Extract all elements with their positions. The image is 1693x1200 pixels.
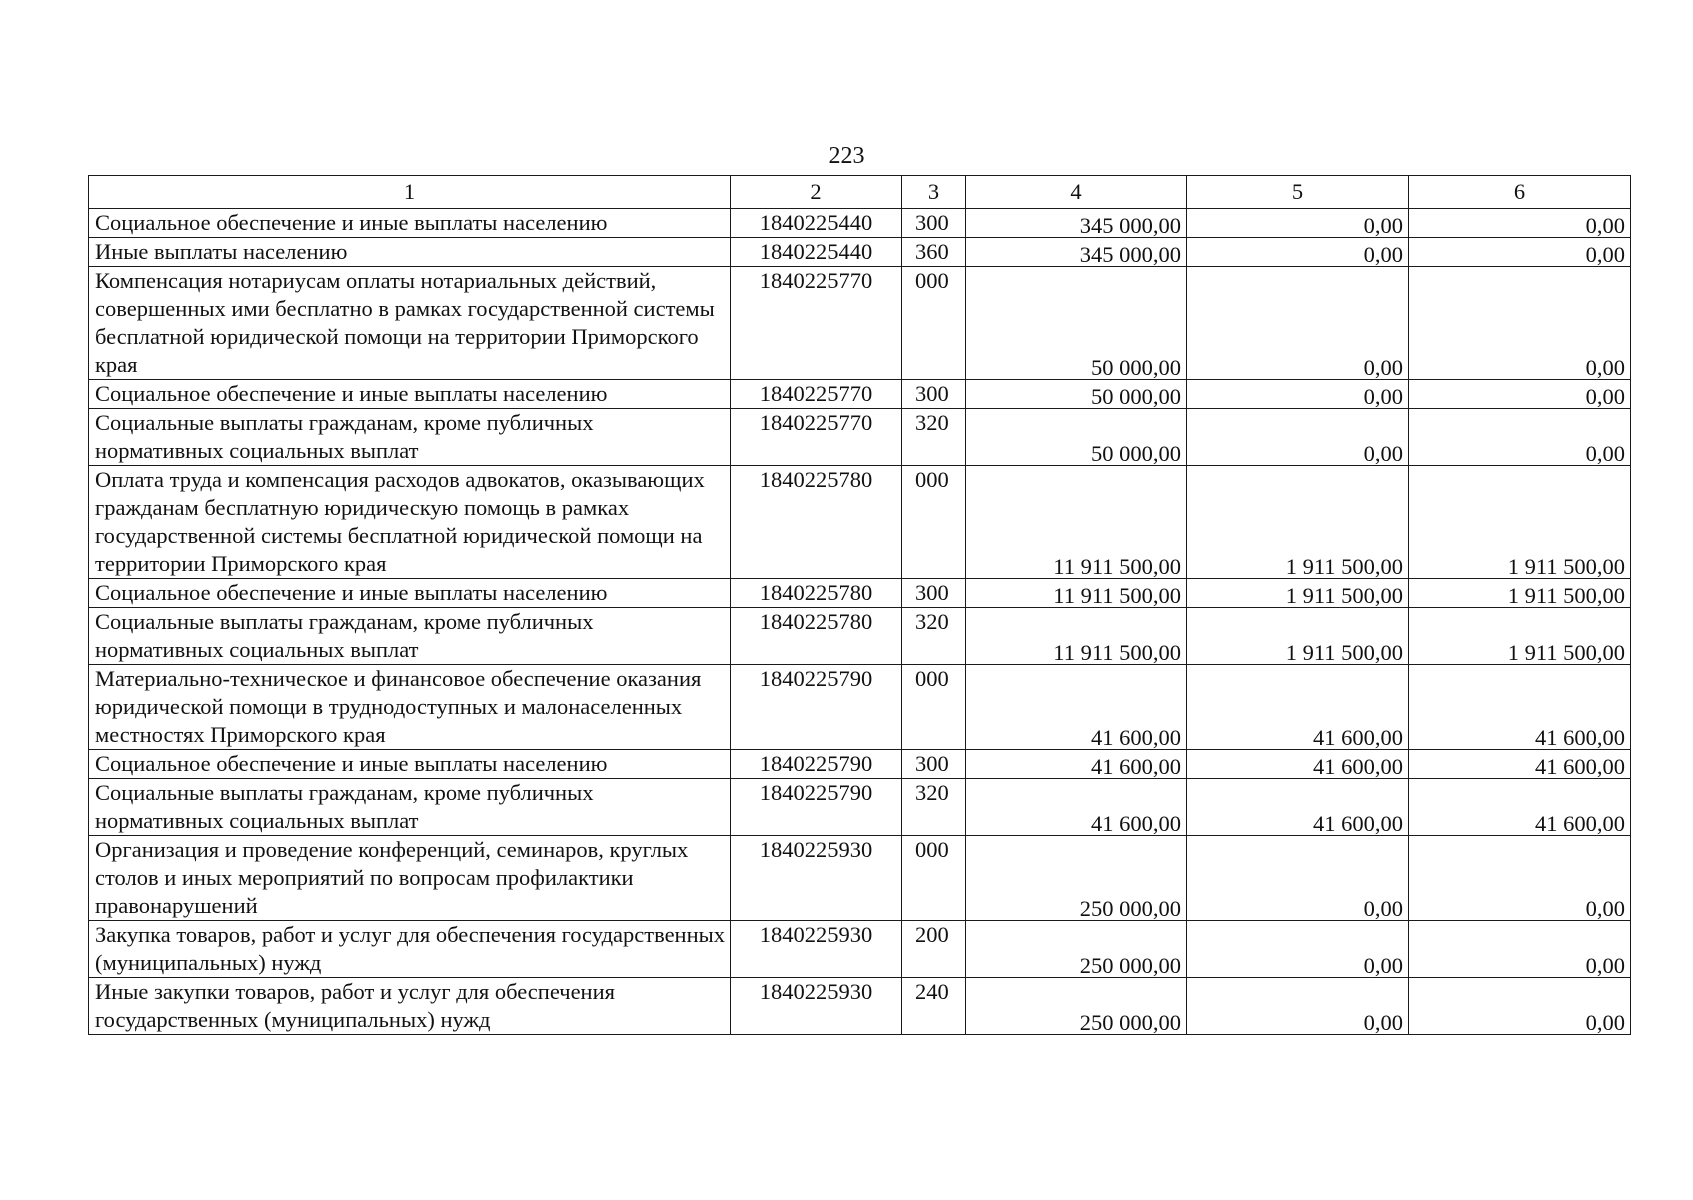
row-expense-type-cell: 000 [902,836,966,921]
row-code-cell: 1840225790 [731,750,902,779]
row-amount-col4-cell [966,579,1187,608]
amount-value: 50 000,00 [1091,384,1181,409]
row-code-cell: 1840225790 [731,665,902,750]
row-code-cell: 1840225780 [731,608,902,665]
row-amount-col4-cell [966,978,1187,1035]
row-expense-type-cell: 200 [902,921,966,978]
table-row [89,267,1631,380]
column-header-3: 3 [902,176,966,209]
amount-value: 41 600,00 [1313,725,1403,750]
row-amount-col5-cell [1187,921,1409,978]
table-row [89,978,1631,1035]
amount-value: 0,00 [1585,441,1625,466]
column-header-1: 1 [89,176,731,209]
amount-value: 0,00 [1363,355,1403,380]
amount-value: 1 911 500,00 [1285,583,1403,608]
amount-value: 41 600,00 [1091,811,1181,836]
row-amount-col6-cell [1409,750,1631,779]
table-row [89,836,1631,921]
amount-value: 50 000,00 [1091,355,1181,380]
amount-value: 41 600,00 [1535,725,1625,750]
row-code-cell: 1840225770 [731,409,902,466]
row-code-cell: 1840225780 [731,466,902,579]
table-row [89,608,1631,665]
amount-value: 0,00 [1363,441,1403,466]
table-row [89,750,1631,779]
amount-value: 0,00 [1363,953,1403,978]
amount-value: 0,00 [1363,213,1403,238]
row-name-cell: Социальное обеспечение и иные выплаты населению [89,579,731,608]
row-amount-col4-cell [966,380,1187,409]
amount-value: 0,00 [1363,242,1403,267]
row-amount-col5-cell [1187,750,1409,779]
row-expense-type-cell: 000 [902,665,966,750]
table-row [89,921,1631,978]
row-amount-col4-cell [966,238,1187,267]
column-header-5: 5 [1187,176,1409,209]
amount-value: 0,00 [1585,953,1625,978]
row-name-cell: Социальные выплаты гражданам, кроме публичных нормативных социальных выплат [89,779,731,836]
amount-value: 1 911 500,00 [1507,583,1625,608]
amount-value: 0,00 [1585,1010,1625,1035]
table-row [89,209,1631,238]
row-amount-col5-cell [1187,608,1409,665]
amount-value: 250 000,00 [1079,1010,1181,1035]
row-amount-col5-cell [1187,665,1409,750]
row-amount-col6-cell [1409,380,1631,409]
row-amount-col4-cell [966,921,1187,978]
row-code-cell: 1840225770 [731,267,902,380]
column-header-6: 6 [1409,176,1631,209]
amount-value: 0,00 [1585,355,1625,380]
amount-value: 0,00 [1585,384,1625,409]
row-code-cell: 1840225440 [731,209,902,238]
row-expense-type-cell: 000 [902,267,966,380]
row-amount-col5-cell [1187,409,1409,466]
row-expense-type-cell: 300 [902,380,966,409]
header-row [89,176,1631,209]
row-name-cell: Социальное обеспечение и иные выплаты населению [89,380,731,409]
row-amount-col5-cell [1187,779,1409,836]
row-name-cell: Закупка товаров, работ и услуг для обеспечения государственных (муниципальных) нужд [89,921,731,978]
row-amount-col4-cell [966,267,1187,380]
row-amount-col4-cell [966,608,1187,665]
row-name-cell: Организация и проведение конференций, семинаров, круглых столов и иных мероприятий по вопросам профилактики правонарушений [89,836,731,921]
row-name-cell: Оплата труда и компенсация расходов адвокатов, оказывающих гражданам бесплатную юридическую помощь в рамках государственной системы бесплатной юридической помощи на территории Приморского края [89,466,731,579]
table-row [89,238,1631,267]
amount-value: 1 911 500,00 [1285,554,1403,579]
row-name-cell: Социальные выплаты гражданам, кроме публичных нормативных социальных выплат [89,608,731,665]
row-name-cell: Социальное обеспечение и иные выплаты населению [89,209,731,238]
row-amount-col6-cell [1409,836,1631,921]
row-name-cell: Социальные выплаты гражданам, кроме публичных нормативных социальных выплат [89,409,731,466]
row-code-cell: 1840225930 [731,921,902,978]
amount-value: 345 000,00 [1079,242,1181,267]
row-amount-col4-cell [966,750,1187,779]
amount-value: 0,00 [1363,896,1403,921]
row-amount-col6-cell [1409,665,1631,750]
row-amount-col6-cell [1409,978,1631,1035]
table-row [89,779,1631,836]
row-code-cell: 1840225930 [731,978,902,1035]
amount-value: 0,00 [1585,896,1625,921]
amount-value: 41 600,00 [1535,754,1625,779]
amount-value: 0,00 [1585,242,1625,267]
amount-value: 41 600,00 [1313,811,1403,836]
row-expense-type-cell: 360 [902,238,966,267]
row-amount-col5-cell [1187,579,1409,608]
row-amount-col4-cell [966,836,1187,921]
row-amount-col6-cell [1409,579,1631,608]
row-expense-type-cell: 320 [902,409,966,466]
amount-value: 345 000,00 [1079,213,1181,238]
table-row [89,380,1631,409]
row-amount-col6-cell [1409,267,1631,380]
table-row [89,466,1631,579]
row-amount-col5-cell [1187,380,1409,409]
row-expense-type-cell: 240 [902,978,966,1035]
row-expense-type-cell: 320 [902,779,966,836]
amount-value: 41 600,00 [1535,811,1625,836]
amount-value: 11 911 500,00 [1053,583,1181,608]
row-amount-col4-cell [966,409,1187,466]
row-amount-col6-cell [1409,779,1631,836]
row-amount-col4-cell [966,466,1187,579]
column-header-2: 2 [731,176,902,209]
amount-value: 0,00 [1585,213,1625,238]
row-code-cell: 1840225780 [731,579,902,608]
amount-value: 11 911 500,00 [1053,554,1181,579]
row-name-cell: Социальное обеспечение и иные выплаты населению [89,750,731,779]
row-name-cell: Материально-техническое и финансовое обеспечение оказания юридической помощи в труднодоступных и малонаселенных местностях Приморского края [89,665,731,750]
row-amount-col6-cell [1409,238,1631,267]
row-expense-type-cell: 300 [902,579,966,608]
row-amount-col5-cell [1187,978,1409,1035]
row-amount-col6-cell [1409,608,1631,665]
page-number: 223 [828,143,865,169]
amount-value: 41 600,00 [1091,725,1181,750]
row-amount-col6-cell [1409,466,1631,579]
row-amount-col4-cell [966,665,1187,750]
budget-table [88,175,1631,1035]
row-name-cell: Иные закупки товаров, работ и услуг для обеспечения государственных (муниципальных) нужд [89,978,731,1035]
row-amount-col5-cell [1187,466,1409,579]
row-name-cell: Иные выплаты населению [89,238,731,267]
amount-value: 41 600,00 [1091,754,1181,779]
row-amount-col4-cell [966,779,1187,836]
row-code-cell: 1840225790 [731,779,902,836]
table-row [89,665,1631,750]
amount-value: 41 600,00 [1313,754,1403,779]
row-code-cell: 1840225930 [731,836,902,921]
amount-value: 0,00 [1363,1010,1403,1035]
row-amount-col5-cell [1187,836,1409,921]
amount-value: 250 000,00 [1079,953,1181,978]
row-amount-col6-cell [1409,921,1631,978]
column-header-4: 4 [966,176,1187,209]
table-row [89,409,1631,466]
row-amount-col6-cell [1409,409,1631,466]
row-expense-type-cell: 300 [902,750,966,779]
amount-value: 11 911 500,00 [1053,640,1181,665]
row-amount-col5-cell [1187,267,1409,380]
amount-value: 50 000,00 [1091,441,1181,466]
row-expense-type-cell: 320 [902,608,966,665]
row-amount-col4-cell [966,209,1187,238]
row-name-cell: Компенсация нотариусам оплаты нотариальных действий, совершенных ими бесплатно в рамках государственной системы бесплатной юридической помощи на территории Приморского края [89,267,731,380]
table-row [89,579,1631,608]
row-code-cell: 1840225440 [731,238,902,267]
row-amount-col5-cell [1187,209,1409,238]
amount-value: 1 911 500,00 [1507,640,1625,665]
amount-value: 0,00 [1363,384,1403,409]
row-expense-type-cell: 300 [902,209,966,238]
row-expense-type-cell: 000 [902,466,966,579]
row-amount-col5-cell [1187,238,1409,267]
amount-value: 1 911 500,00 [1285,640,1403,665]
row-code-cell: 1840225770 [731,380,902,409]
amount-value: 1 911 500,00 [1507,554,1625,579]
row-amount-col6-cell [1409,209,1631,238]
amount-value: 250 000,00 [1079,896,1181,921]
